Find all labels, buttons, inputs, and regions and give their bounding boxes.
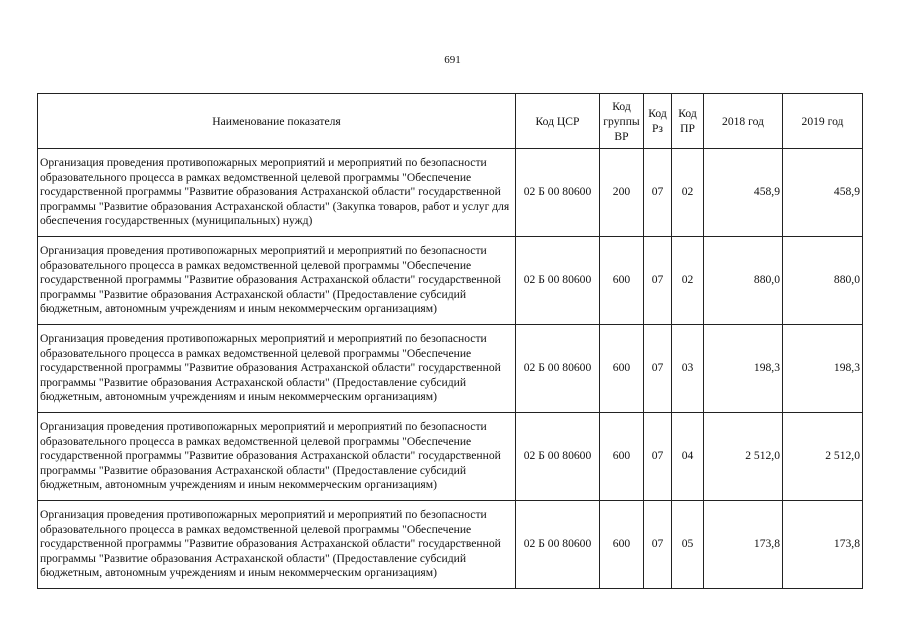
header-2018: 2018 год [704, 94, 783, 149]
budget-table [37, 93, 863, 589]
row-csr: 02 Б 00 80600 [516, 149, 600, 237]
row-pr: 02 [672, 237, 704, 325]
row-2019: 2 512,0 [783, 413, 863, 501]
row-csr: 02 Б 00 80600 [516, 413, 600, 501]
table-row [38, 237, 863, 325]
row-name: Организация проведения противопожарных мероприятий и мероприятий по безопасности образовательного процесса в рамках ведомственной целевой программы "Обеспечение государственной программы "Развитие образования Астраханской области" государственной программы "Развитие образования Астраханской области" (Предоставление субсидий бюджетным, автономным учреждениям и иным некоммерческим организациям) [38, 501, 516, 589]
row-vr: 200 [600, 149, 644, 237]
row-2019: 173,8 [783, 501, 863, 589]
table-header-row [38, 94, 863, 149]
row-2018: 173,8 [704, 501, 783, 589]
row-csr: 02 Б 00 80600 [516, 237, 600, 325]
row-csr: 02 Б 00 80600 [516, 501, 600, 589]
row-2019: 880,0 [783, 237, 863, 325]
row-2018: 198,3 [704, 325, 783, 413]
row-rz: 07 [644, 149, 672, 237]
table-row [38, 501, 863, 589]
header-name: Наименование показателя [38, 94, 516, 149]
page-number: 691 [444, 54, 461, 66]
row-name: Организация проведения противопожарных мероприятий и мероприятий по безопасности образовательного процесса в рамках ведомственной целевой программы "Обеспечение государственной программы "Развитие образования Астраханской области" государственной программы "Развитие образования Астраханской области" (Закупка товаров, работ и услуг для обеспечения государственных (муниципальных) нужд) [38, 149, 516, 237]
row-2019: 198,3 [783, 325, 863, 413]
row-rz: 07 [644, 325, 672, 413]
row-pr: 02 [672, 149, 704, 237]
row-csr: 02 Б 00 80600 [516, 325, 600, 413]
header-csr: Код ЦСР [516, 94, 600, 149]
row-rz: 07 [644, 413, 672, 501]
table-row [38, 149, 863, 237]
row-rz: 07 [644, 501, 672, 589]
row-vr: 600 [600, 501, 644, 589]
row-name: Организация проведения противопожарных мероприятий и мероприятий по безопасности образовательного процесса в рамках ведомственной целевой программы "Обеспечение государственной программы "Развитие образования Астраханской области" государственной программы "Развитие образования Астраханской области" (Предоставление субсидий бюджетным, автономным учреждениям и иным некоммерческим организациям) [38, 413, 516, 501]
header-rz: Код Рз [644, 94, 672, 149]
row-2018: 880,0 [704, 237, 783, 325]
row-vr: 600 [600, 237, 644, 325]
row-name: Организация проведения противопожарных мероприятий и мероприятий по безопасности образовательного процесса в рамках ведомственной целевой программы "Обеспечение государственной программы "Развитие образования Астраханской области" государственной программы "Развитие образования Астраханской области" (Предоставление субсидий бюджетным, автономным учреждениям и иным некоммерческим организациям) [38, 237, 516, 325]
row-2018: 2 512,0 [704, 413, 783, 501]
row-rz: 07 [644, 237, 672, 325]
header-pr: Код ПР [672, 94, 704, 149]
row-pr: 03 [672, 325, 704, 413]
header-vr: Код группы ВР [600, 94, 644, 149]
header-2019: 2019 год [783, 94, 863, 149]
row-2018: 458,9 [704, 149, 783, 237]
row-2019: 458,9 [783, 149, 863, 237]
table-row [38, 325, 863, 413]
table-row [38, 413, 863, 501]
row-name: Организация проведения противопожарных мероприятий и мероприятий по безопасности образовательного процесса в рамках ведомственной целевой программы "Обеспечение государственной программы "Развитие образования Астраханской области" государственной программы "Развитие образования Астраханской области" (Предоставление субсидий бюджетным, автономным учреждениям и иным некоммерческим организациям) [38, 325, 516, 413]
row-pr: 05 [672, 501, 704, 589]
row-vr: 600 [600, 413, 644, 501]
row-pr: 04 [672, 413, 704, 501]
row-vr: 600 [600, 325, 644, 413]
